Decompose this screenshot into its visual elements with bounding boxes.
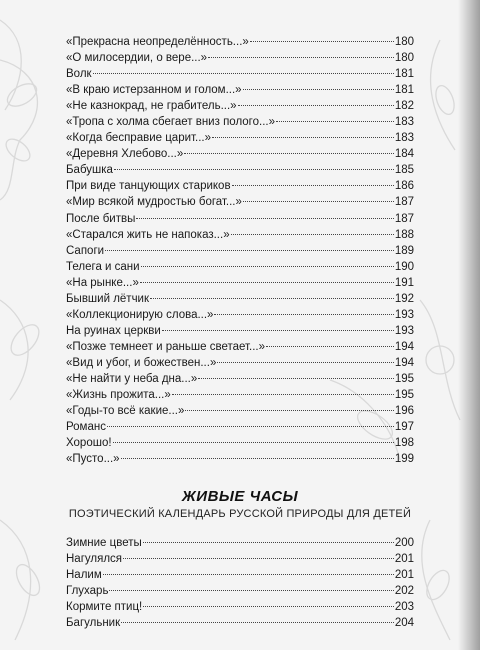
toc-entry-title: «Годы-то всё какие...» xyxy=(66,405,185,418)
leader-dots xyxy=(123,558,394,559)
toc-entry[interactable] xyxy=(66,307,414,323)
toc-entry-title: Глухарь xyxy=(66,585,109,598)
toc-entry-title: Бабушка xyxy=(66,164,113,177)
toc-entry-page: 198 xyxy=(394,437,414,450)
toc-entry-page: 181 xyxy=(394,84,414,97)
toc-list-section xyxy=(66,535,414,631)
toc-entry-title: После битвы xyxy=(66,212,136,225)
toc-entry-page: 197 xyxy=(394,421,414,434)
toc-entry-page: 187 xyxy=(394,212,414,225)
toc-entry[interactable] xyxy=(66,82,414,98)
toc-entry[interactable] xyxy=(66,130,414,146)
section-title: ЖИВЫЕ ЧАСЫ xyxy=(181,488,299,505)
toc-entry-page: 203 xyxy=(394,601,414,614)
toc-entry[interactable] xyxy=(66,615,414,631)
toc-entry[interactable] xyxy=(66,227,414,243)
toc-entry-page: 200 xyxy=(394,537,414,549)
toc-entry-title: «Не казнокрад, не грабитель...» xyxy=(66,100,237,113)
toc-entry-page: 183 xyxy=(394,116,414,129)
toc-entry[interactable] xyxy=(66,567,414,583)
leader-dots xyxy=(121,622,394,623)
leader-dots xyxy=(162,330,394,331)
leader-dots xyxy=(217,362,393,363)
toc-entry-title: Бывший лётчик xyxy=(66,292,150,305)
toc-entry[interactable] xyxy=(66,599,414,615)
toc-entry-title: Зимние цветы xyxy=(66,537,142,549)
toc-entry-page: 202 xyxy=(394,585,414,598)
toc-entry-page: 183 xyxy=(394,132,414,145)
toc-entry[interactable] xyxy=(66,243,414,259)
toc-entry[interactable] xyxy=(66,355,414,371)
toc-entry-title: Багульник xyxy=(66,617,121,630)
toc-entry[interactable] xyxy=(66,34,414,50)
toc-entry[interactable] xyxy=(66,323,414,339)
toc-entry-page: 188 xyxy=(394,228,414,241)
toc-entry[interactable] xyxy=(66,387,414,403)
toc-entry-page: 201 xyxy=(394,569,414,582)
toc-entry-title: «Прекрасна неопределённость...» xyxy=(66,36,249,48)
toc-entry[interactable] xyxy=(66,551,414,567)
toc-entry-page: 190 xyxy=(394,260,414,273)
toc-entry[interactable] xyxy=(66,98,414,114)
toc-entry-page: 201 xyxy=(394,553,414,566)
leader-dots xyxy=(136,218,393,219)
toc-entry[interactable] xyxy=(66,114,414,130)
leader-dots xyxy=(141,266,394,267)
toc-entry[interactable] xyxy=(66,371,414,387)
leader-dots xyxy=(250,41,394,42)
leader-dots xyxy=(212,137,394,138)
leader-dots xyxy=(143,606,394,607)
leader-dots xyxy=(93,73,394,74)
toc-entry-page: 181 xyxy=(394,68,414,81)
toc-entry[interactable] xyxy=(66,291,414,307)
leader-dots xyxy=(114,169,394,170)
toc-entry-title: «Жизнь прожита...» xyxy=(66,389,171,402)
leader-dots xyxy=(103,574,394,575)
toc-entry[interactable] xyxy=(66,259,414,275)
toc-entry-page: 185 xyxy=(394,164,414,177)
toc-entry-page: 180 xyxy=(394,52,414,65)
toc-entry-page: 194 xyxy=(394,356,414,369)
toc-entry-title: Налим xyxy=(66,569,102,582)
toc-entry-page: 180 xyxy=(394,36,414,48)
leader-dots xyxy=(113,442,394,443)
toc-entry[interactable] xyxy=(66,403,414,419)
toc-entry[interactable] xyxy=(66,583,414,599)
leader-dots xyxy=(238,105,394,106)
toc-entry[interactable] xyxy=(66,178,414,194)
leader-dots xyxy=(150,298,394,299)
toc-entry[interactable] xyxy=(66,50,414,66)
toc-entry-page: 195 xyxy=(394,389,414,402)
toc-entry-title: «В краю истерзанном и голом...» xyxy=(66,84,242,97)
leader-dots xyxy=(214,314,393,315)
toc-entry[interactable] xyxy=(66,451,414,467)
toc-entry-page: 195 xyxy=(394,372,414,385)
leader-dots xyxy=(198,378,394,379)
toc-entry-title: При виде танцующих стариков xyxy=(66,180,231,193)
toc-entry-title: «Позже темнеет и раньше светает...» xyxy=(66,340,265,353)
leader-dots xyxy=(121,458,394,459)
toc-entry[interactable] xyxy=(66,275,414,291)
leader-dots xyxy=(109,590,393,591)
toc-entry[interactable] xyxy=(66,435,414,451)
toc-entry[interactable] xyxy=(66,419,414,435)
leader-dots xyxy=(243,89,394,90)
toc-entry-title: «Мир всякой мудростью богат...» xyxy=(66,196,242,209)
toc-entry-title: «Коллекционирую слова...» xyxy=(66,308,214,321)
leader-dots xyxy=(243,201,394,202)
leader-dots xyxy=(143,542,394,543)
toc-list xyxy=(66,34,414,467)
toc-entry-page: 182 xyxy=(394,100,414,113)
toc-entry-page: 192 xyxy=(394,292,414,305)
toc-entry-title: «Не найти у неба дна...» xyxy=(66,372,198,385)
toc-entry-title: Романс xyxy=(66,421,106,434)
toc-entry-title: «О милосердии, о вере...» xyxy=(66,52,208,65)
toc-entry[interactable] xyxy=(66,535,414,551)
toc-entry-title: Сапоги xyxy=(66,244,105,257)
toc-entry[interactable] xyxy=(66,162,414,178)
toc-entry[interactable] xyxy=(66,194,414,210)
toc-entry-title: «На рынке...» xyxy=(66,276,139,289)
toc-entry-title: Телега и сани xyxy=(66,260,140,273)
toc-entry-page: 193 xyxy=(394,324,414,337)
toc-entry-title: «Когда бесправие царит...» xyxy=(66,132,211,145)
leader-dots xyxy=(184,153,394,154)
leader-dots xyxy=(172,394,394,395)
toc-entry[interactable] xyxy=(66,66,414,82)
toc-entry-page: 191 xyxy=(394,276,414,289)
page-gutter-shadow xyxy=(458,0,480,650)
toc-entry-title: «Тропа с холма сбегает вниз полого...» xyxy=(66,116,275,129)
toc-entry[interactable] xyxy=(66,146,414,162)
leader-dots xyxy=(140,282,394,283)
toc-entry-page: 186 xyxy=(394,180,414,193)
toc-entry-page: 204 xyxy=(394,617,414,630)
toc-entry-title: Хорошо! xyxy=(66,437,112,450)
toc-entry-title: Кормите птиц! xyxy=(66,601,143,614)
toc-entry[interactable] xyxy=(66,211,414,227)
toc-entry-title: Нагулялся xyxy=(66,553,123,566)
toc-entry-page: 199 xyxy=(394,453,414,466)
toc-entry-page: 194 xyxy=(394,340,414,353)
toc-entry-title: «Деревня Хлебово...» xyxy=(66,148,184,161)
toc-entry-title: Волк xyxy=(66,68,92,81)
section-subtitle: ПОЭТИЧЕСКИЙ КАЛЕНДАРЬ РУССКОЙ ПРИРОДЫ ДЛЯ ДЕТЕЙ xyxy=(68,508,412,520)
leader-dots xyxy=(185,410,393,411)
toc-entry-page: 189 xyxy=(394,244,414,257)
toc-entry-page: 184 xyxy=(394,148,414,161)
toc-entry-title: «Вид и убог, и божествен...» xyxy=(66,356,217,369)
toc-entry-page: 187 xyxy=(394,196,414,209)
leader-dots xyxy=(232,185,394,186)
leader-dots xyxy=(266,346,394,347)
toc-entry-title: На руинах церкви xyxy=(66,324,161,337)
toc-entry-title: «Пусто...» xyxy=(66,453,120,466)
leader-dots xyxy=(107,426,394,427)
leader-dots xyxy=(276,121,394,122)
toc-entry-title: «Старался жить не напоказ...» xyxy=(66,228,230,241)
toc-entry-page: 196 xyxy=(394,405,414,418)
toc-entry-page: 193 xyxy=(394,308,414,321)
leader-dots xyxy=(208,57,394,58)
leader-dots xyxy=(105,250,394,251)
leader-dots xyxy=(231,234,394,235)
toc-entry[interactable] xyxy=(66,339,414,355)
